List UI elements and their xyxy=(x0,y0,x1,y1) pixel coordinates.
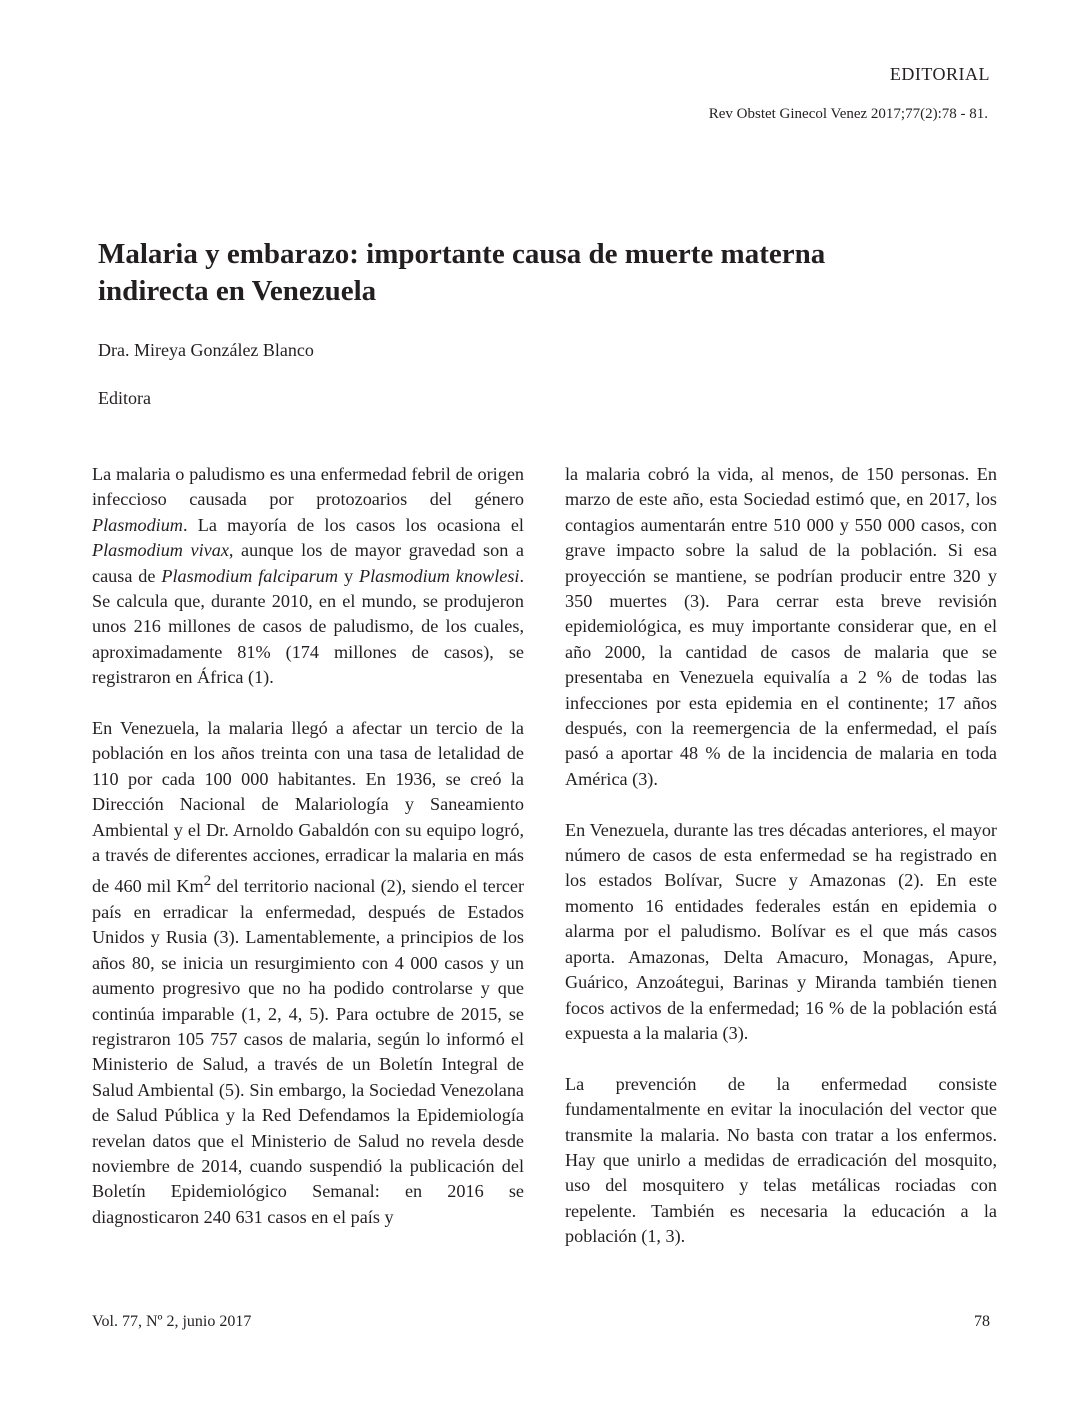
page-number: 78 xyxy=(974,1313,990,1330)
author-role: Editora xyxy=(98,388,151,408)
footer-volume: Vol. 77, Nº 2, junio 2017 xyxy=(92,1313,252,1330)
journal-citation: Rev Obstet Ginecol Venez 2017;77(2):78 - 81. xyxy=(708,106,988,122)
paragraph-malaria-definition: La malaria o paludismo es una enfermedad febril de origen infeccioso causada por protozoarios del género Plasmodium. La mayoría de los casos los ocasiona el Plasmodium vivax, aunque los de mayor gravedad son a causa de Plasmodium falciparum y Plasmodium knowlesi. Se calcula que, durante 2010, en el mundo, se produjeron unos 216 millones de casos de paludismo, de los cuales, aproximadamente 81% (174 millones de casos), se registraron en África (1). xyxy=(92,464,524,688)
article-title-line-1: Malaria y embarazo: importante causa de muerte materna xyxy=(98,238,826,270)
species-name: Plasmodium knowlesi xyxy=(358,565,520,586)
paragraph-venezuela-history: En Venezuela, la malaria llegó a afectar un tercio de la población en los años treinta con una tasa de letalidad de 110 por cada 100 000 habitantes. En 1936, se creó la Dirección Nacional de Malariología y Saneamiento Ambiental y el Dr. Arnoldo Gabaldón con su equipo logró, a través de diferentes acciones, erradicar la malaria en más de 460 mil Km$^2$ del territorio nacional (2), siendo el tercer país en erradicar la enfermedad, después de Estados Unidos y Rusia (3). Lamentablemente, a principios de los años 80, se inicia un resurgimiento con 4 000 casos y un aumento progresivo que no ha podido controlarse y que continúa imparable (1, 2, 4, 5). Para octubre de 2015, se registraron 105 757 casos de malaria, según lo informó el Ministerio de Salud, a través de un Boletín Integral de Salud Ambiental (5). Sin embargo, la Sociedad Venezolana de Salud Pública y la Red Defendamos la Epidemiología revelan datos que el Ministerio de Salud no revela desde noviembre de 2014, cuando suspendió la publicación del Boletín Epidemiológico Semanal: en 2016 se diagnosticaron 240 631 casos en el país y xyxy=(92,718,525,1227)
left-column xyxy=(92,462,524,1256)
superscript: 2 xyxy=(203,872,212,890)
species-name: Plasmodium vivax xyxy=(92,540,229,561)
species-name: Plasmodium falciparum xyxy=(161,565,339,586)
paragraph-regional-cases: En Venezuela, durante las tres décadas anteriores, el mayor número de casos de esta enfermedad se ha registrado en los estados Bolívar, Sucre y Amazonas (2). En este momento 16 entidades federales están en epidemia o alarma por el paludismo. Bolívar es el que más casos aporta. Amazonas, Delta Amacuro, Monagas, Apure, Guárico, Anzoátegui, Barinas y Miranda también tienen focos activos de la enfermedad; 16 % de la población está expuesta a la malaria (3). xyxy=(565,819,997,1043)
article-title-line-2: indirecta en Venezuela xyxy=(98,275,377,307)
section-label: EDITORIAL xyxy=(889,64,990,84)
species-name: Plasmodium xyxy=(92,514,183,535)
paragraph-prevention: La prevención de la enfermedad consiste fundamentalmente en evitar la inoculación del vector que transmite la malaria. No basta con tratar a los enfermos. Hay que unirlo a medidas de erradicación del mosquito, uso del mosquitero y telas metálicas rociadas con repelente. También es necesaria la educación a la población (1, 3). xyxy=(565,1073,997,1247)
author-name: Dra. Mireya González Blanco xyxy=(98,340,314,360)
right-column xyxy=(565,462,997,1275)
article-title xyxy=(98,236,978,310)
paragraph-epidemiology: la malaria cobró la vida, al menos, de 150 personas. En marzo de este año, esta Sociedad estimó que, en 2017, los contagios aumentarán entre 510 000 y 550 000 casos, con grave impacto sobre la salud de la población. Si esa proyección se mantiene, se podrían producir entre 320 y 350 muertes (3). Para cerrar esta breve revisión epidemiológica, es muy importante considerar que, en el año 2000, la cantidad de casos de malaria que se presentaba en Venezuela equivalía a 2 % de todas las infecciones por esta epidemia en el continente; 17 años después, con la reemergencia de la enfermedad, el país pasó a aportar 48 % de la incidencia de malaria en toda América (3). xyxy=(565,464,997,789)
